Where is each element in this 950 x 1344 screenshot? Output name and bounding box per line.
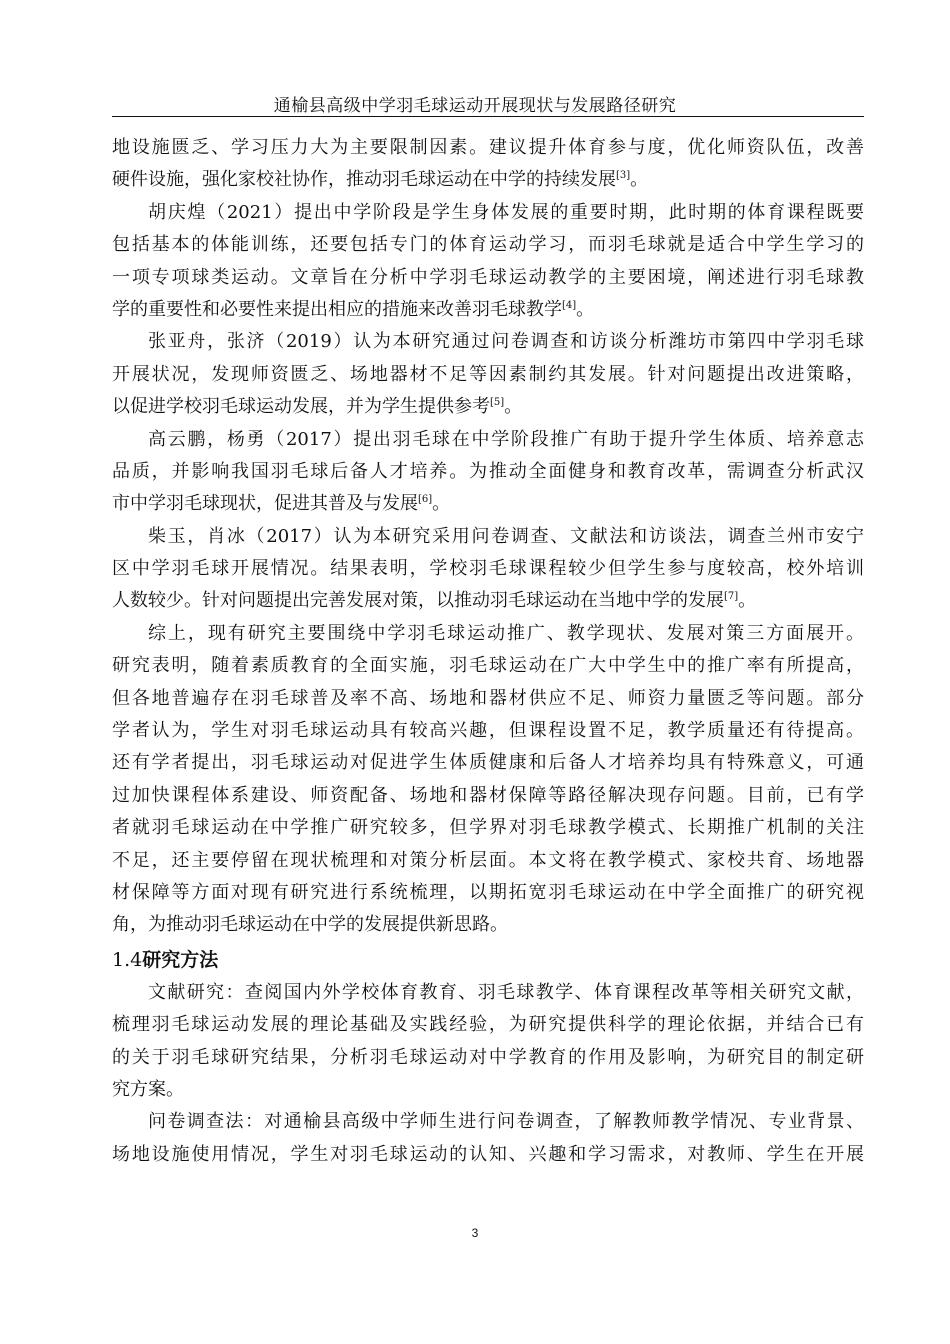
text-line: 胡庆煌（2021）提出中学阶段是学生身体发展的重要时期，此时期的体育课程既要	[148, 201, 864, 223]
text-line: 究方案。	[112, 1078, 184, 1100]
text-line: 以促进学校羽毛球运动发展，并为学生提供参考[5]。	[112, 396, 523, 418]
text-line: 文献研究：查阅国内外学校体育教育、羽毛球教学、体育课程改革等相关研究文献，	[148, 981, 864, 1003]
citation-mark: [3]	[616, 170, 631, 182]
text-line: 柴玉，肖冰（2017）认为本研究采用问卷调查、文献法和访谈法，调查兰州市安宁	[148, 525, 864, 547]
text-line: 高云鹏，杨勇（2017）提出羽毛球在中学阶段推广有助于提升学生体质、培养意志	[148, 428, 864, 450]
text-line: 品质，并影响我国羽毛球后备人才培养。为推动全面健身和教育改革，需调查分析武汉	[112, 460, 864, 482]
text-line: 者就羽毛球运动在中学推广研究较多，但学界对羽毛球教学模式、长期推广机制的关注	[112, 817, 864, 839]
text-line: 场地设施使用情况，学生对羽毛球运动的认知、兴趣和学习需求，对教师、学生在开展	[112, 1143, 864, 1165]
text-line: 但各地普遍存在羽毛球普及率不高、场地和器材供应不足、师资力量匮乏等问题。部分	[112, 687, 864, 709]
paragraph	[112, 132, 864, 197]
page-number: 3	[471, 1226, 479, 1240]
text-line: 材保障等方面对现有研究进行系统梳理，以期拓宽羽毛球运动在中学全面推广的研究视	[112, 881, 864, 903]
text-line: 梳理羽毛球运动发展的理论基础及实践经验，为研究提供科学的理论依据，并结合已有	[112, 1014, 864, 1036]
text-line: 学者认为，学生对羽毛球运动具有较高兴趣，但课程设置不足，教学质量还有待提高。	[112, 720, 864, 742]
text-line: 包括基本的体能训练，还要包括专门的体育运动学习，而羽毛球就是适合中学生学习的	[112, 234, 864, 256]
text-line: 的关于羽毛球研究结果，分析羽毛球运动对中学教育的作用及影响，为研究目的制定研	[112, 1046, 864, 1068]
paragraph	[112, 424, 864, 521]
text-line: 角，为推动羽毛球运动在中学的发展提供新思路。	[112, 914, 508, 936]
running-header-title: 通榆县高级中学羽毛球运动开展现状与发展路径研究	[273, 96, 677, 116]
section-number: 1.4	[112, 948, 143, 971]
paragraph	[112, 197, 864, 327]
text-line: 不足，还主要停留在现状梳理和对策分析层面。本文将在教学模式、家校共育、场地器	[112, 849, 864, 871]
citation-mark: [7]	[724, 591, 739, 603]
text-line: 一项专项球类运动。文章旨在分析中学羽毛球运动教学的主要困境，阐述进行羽毛球教	[112, 266, 864, 288]
citation-mark: [5]	[490, 397, 505, 409]
paragraph	[112, 326, 864, 423]
text-line: 区中学羽毛球开展情况。结果表明，学校羽毛球课程较少但学生参与度较高，校外培训	[112, 558, 864, 580]
text-line: 市中学羽毛球现状，促进其普及与发展[6]。	[112, 493, 451, 515]
citation-mark: [4]	[562, 299, 577, 311]
text-line: 过加快课程体系建设、师资配备、场地和器材保障等路径解决现存问题。目前，已有学	[112, 784, 864, 806]
text-line: 开展状况，发现师资匮乏、场地器材不足等因素制约其发展。针对问题提出改进策略，	[112, 363, 864, 385]
citation-mark: [6]	[418, 494, 433, 506]
header-divider	[112, 116, 864, 117]
text-line: 硬件设施，强化家校社协作，推动羽毛球运动在中学的持续发展[3]。	[112, 169, 649, 191]
text-line: 张亚舟，张济（2019）认为本研究通过问卷调查和访谈分析潍坊市第四中学羽毛球	[148, 331, 864, 353]
paragraph	[112, 521, 864, 618]
text-line: 研究表明，随着素质教育的全面实施，羽毛球运动在广大中学生中的推广率有所提高，	[112, 655, 864, 677]
paragraph	[112, 977, 864, 1107]
text-line: 问卷调查法：对通榆县高级中学师生进行问卷调查，了解教师教学情况、专业背景、	[148, 1111, 864, 1133]
section-heading	[112, 943, 864, 977]
page-body	[112, 132, 864, 1171]
text-line: 地设施匮乏、学习压力大为主要限制因素。建议提升体育参与度，优化师资队伍，改善	[112, 137, 864, 158]
text-line: 还有学者提出，羽毛球运动对促进学生体质健康和后备人才培养均具有特殊意义，可通	[112, 752, 864, 774]
text-line: 学的重要性和必要性来提出相应的措施来改善羽毛球教学[4]。	[112, 298, 595, 320]
text-line: 人数较少。针对问题提出完善发展对策，以推动羽毛球运动在当地中学的发展[7]。	[112, 590, 757, 612]
paragraph	[112, 618, 864, 942]
paragraph	[112, 1106, 864, 1171]
section-title: 研究方法	[142, 948, 219, 971]
text-line: 综上，现有研究主要围绕中学羽毛球运动推广、教学现状、发展对策三方面展开。	[148, 622, 864, 644]
